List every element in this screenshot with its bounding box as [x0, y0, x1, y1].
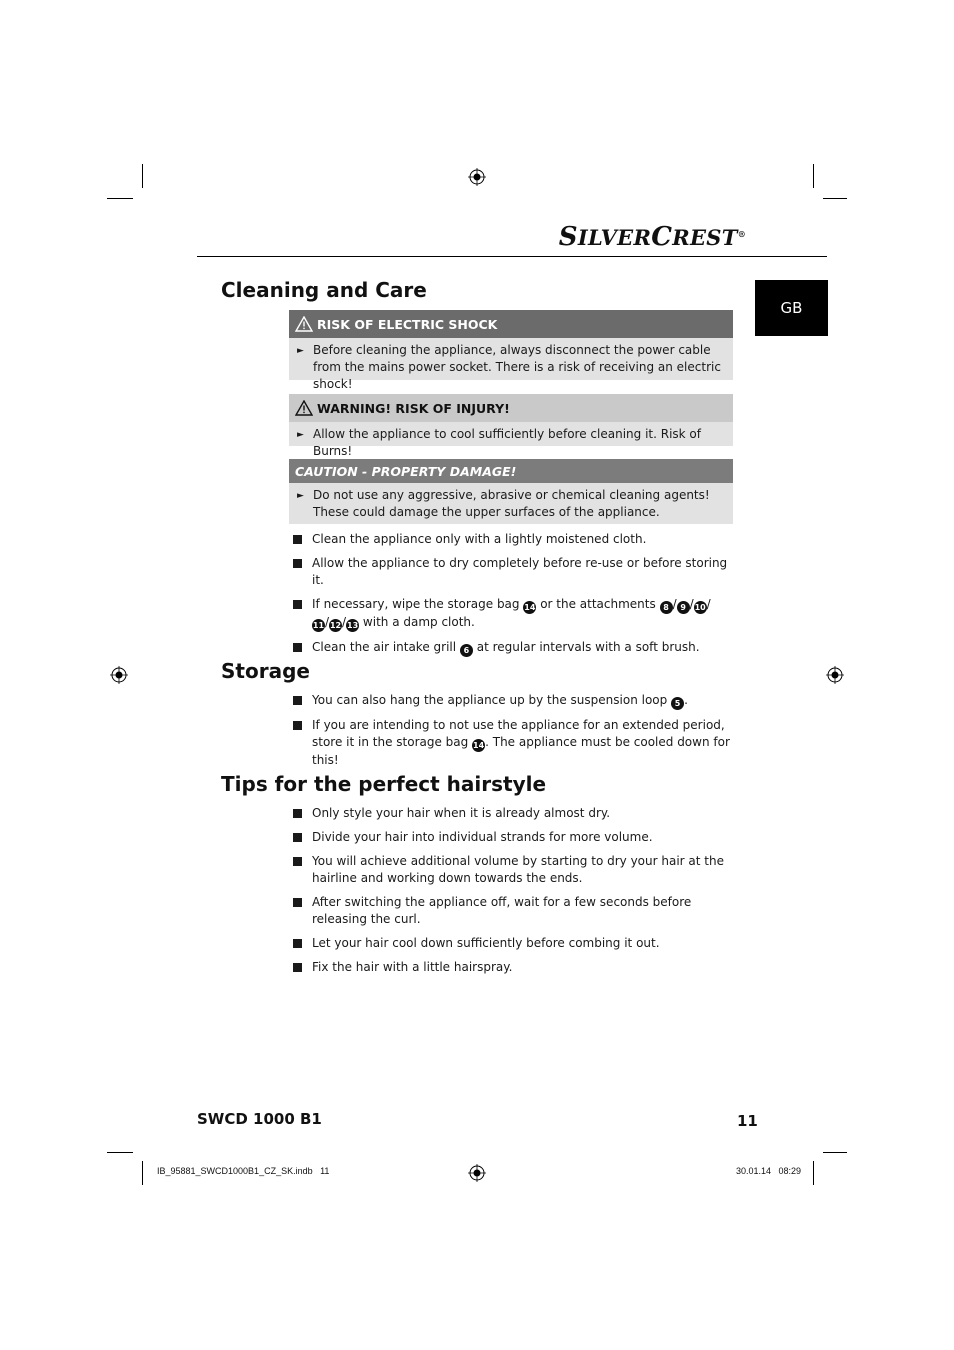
list-item: Only style your hair when it is already almost dry. — [293, 805, 733, 822]
caution-head: CAUTION - PROPERTY DAMAGE! — [295, 463, 517, 479]
list-item: Divide your hair into individual strands for more volume. — [293, 829, 733, 846]
list-item: If you are intending to not use the appliance for an extended period, store it in the storage bag 14. The appliance must be cooled down for this! — [293, 717, 733, 769]
part-number-badge: 12 — [329, 621, 342, 630]
list-item: Fix the hair with a little hairspray. — [293, 959, 733, 976]
list-item: You will achieve additional volume by starting to dry your hair at the hairline and working down towards the ends. — [293, 853, 733, 887]
list-item: Let your hair cool down sufficiently before combing it out. — [293, 935, 733, 952]
model-number: SWCD 1000 B1 — [197, 1110, 322, 1128]
part-number-badge: 11 — [312, 621, 325, 630]
part-number-badge: 14 — [473, 741, 485, 750]
list-item: If necessary, wipe the storage bag 14 or the attachments 8 / 9 /10/ 11/12/13 with a damp cloth. — [293, 596, 733, 632]
arrow-icon: ► — [297, 346, 304, 356]
caution-text: Do not use any aggressive, abrasive or chemical cleaning agents! These could damage the upper surfaces of the appliance. — [313, 488, 710, 519]
warning-head: RISK OF ELECTRIC SHOCK — [317, 316, 498, 332]
slug-date: 30.01.14 08:29 — [736, 1166, 802, 1176]
registration-mark-icon — [826, 666, 844, 684]
part-number-badge: 13 — [347, 621, 359, 630]
caution-box-property — [289, 459, 733, 524]
list-item: After switching the appliance off, wait for a few seconds before releasing the curl. — [293, 894, 733, 928]
registration-mark-icon — [468, 168, 486, 186]
registration-mark-icon — [110, 666, 128, 684]
section-title-storage: Storage — [221, 659, 310, 683]
warning-head: WARNING! RISK OF INJURY! — [317, 400, 510, 416]
registration-mark-icon — [468, 1164, 486, 1182]
part-number-badge: 9 — [677, 601, 690, 614]
slug-file: IB_95881_SWCD1000B1_CZ_SK.indb 11 — [157, 1166, 330, 1176]
part-number-badge: 5 — [671, 697, 684, 710]
arrow-icon: ► — [297, 491, 304, 501]
tips-list — [293, 805, 733, 983]
warning-box-electric-shock — [289, 310, 733, 391]
warning-triangle-icon — [295, 316, 313, 332]
part-number-badge: 14 — [524, 603, 536, 612]
brand-logo: SILVERCREST® — [558, 222, 746, 252]
arrow-icon: ► — [297, 430, 304, 440]
cleaning-list — [293, 531, 733, 664]
list-item: Clean the appliance only with a lightly moistened cloth. — [293, 531, 733, 548]
header-rule — [197, 256, 827, 257]
part-number-badge: 8 — [660, 601, 673, 614]
warning-text: Before cleaning the appliance, always disconnect the power cable from the mains power socket. There is a risk of receiving an electric shock! — [313, 343, 721, 391]
part-number-badge: 6 — [460, 644, 473, 657]
section-title-cleaning: Cleaning and Care — [221, 278, 427, 302]
section-title-tips: Tips for the perfect hairstyle — [221, 772, 547, 796]
page-number: 11 — [737, 1112, 758, 1130]
language-tab: GB — [755, 280, 828, 336]
list-item: You can also hang the appliance up by the suspension loop 5 . — [293, 692, 733, 710]
list-item: Clean the air intake grill 6 at regular intervals with a soft brush. — [293, 639, 733, 657]
storage-list — [293, 692, 733, 776]
warning-triangle-icon — [295, 400, 313, 416]
part-number-badge: 10 — [694, 603, 706, 612]
list-item: Allow the appliance to dry completely before re-use or before storing it. — [293, 555, 733, 589]
warning-text: Allow the appliance to cool sufficiently before cleaning it. Risk of Burns! — [313, 427, 701, 458]
warning-box-injury — [289, 394, 733, 458]
